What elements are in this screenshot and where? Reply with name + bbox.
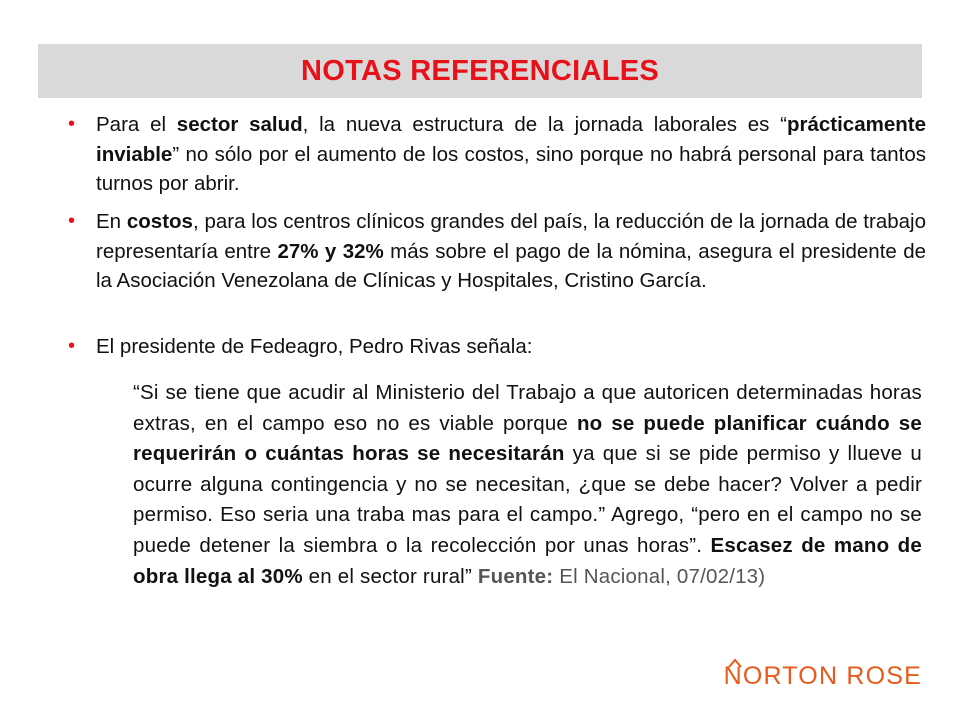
bullet-item-1 (68, 110, 926, 199)
title-bar (38, 44, 922, 98)
source-label: Fuente: (477, 564, 554, 588)
bullet-text-3: El presidente de Fedeagro, Pedro Rivas señala: (96, 335, 533, 358)
page-title: NOTAS REFERENCIALES (300, 54, 660, 87)
bullet-text-2: En costos, para los centros clínicos grandes del país, la reducción de la jornada de trabajo representaría entre 27% y 32% más sobre el pago de la nómina, asegura el presidente de la Asociación Venezolana de Clínicas y Hospitales, Cristino García. (96, 210, 927, 292)
bullet-text-1: Para el sector salud, la nueva estructura de la jornada laborales es “prácticamente inviable” no sólo por el aumento de los costos, sino porque no habrá personal para tantos turnos por abrir. (96, 113, 926, 195)
bullet-dot-icon: • (68, 113, 76, 135)
source-text: El Nacional, 07/02/13) (553, 564, 766, 588)
caret-up-icon (727, 658, 743, 668)
bullet-item-3 (68, 332, 926, 362)
bullet-item-2 (68, 207, 927, 296)
logo-text: NORTON ROSE (723, 662, 922, 690)
quote-text: “Si se tiene que acudir al Ministerio del Trabajo a que autoricen determinadas horas extras, en el campo eso no es viable porque no se puede planificar cuándo se requerirán o cuántas horas se necesitarán ya que si se pide permiso y llueve u ocurre alguna contingencia y no se necesitan, ¿que se debe hacer? Volver a pedir permiso. Eso seria una traba mas para el campo.” Agrego, “pero en el campo no se puede detener la siembra o la recolección por unas horas”. Escasez de mano de obra llega al 30% en el sector rural” Fuente: El Nacional, 07/02/13) (133, 381, 922, 588)
norton-rose-logo (724, 662, 922, 691)
bullet-dot-icon: • (68, 210, 76, 232)
quote-block (133, 378, 922, 592)
bullet-dot-icon: • (68, 335, 76, 357)
